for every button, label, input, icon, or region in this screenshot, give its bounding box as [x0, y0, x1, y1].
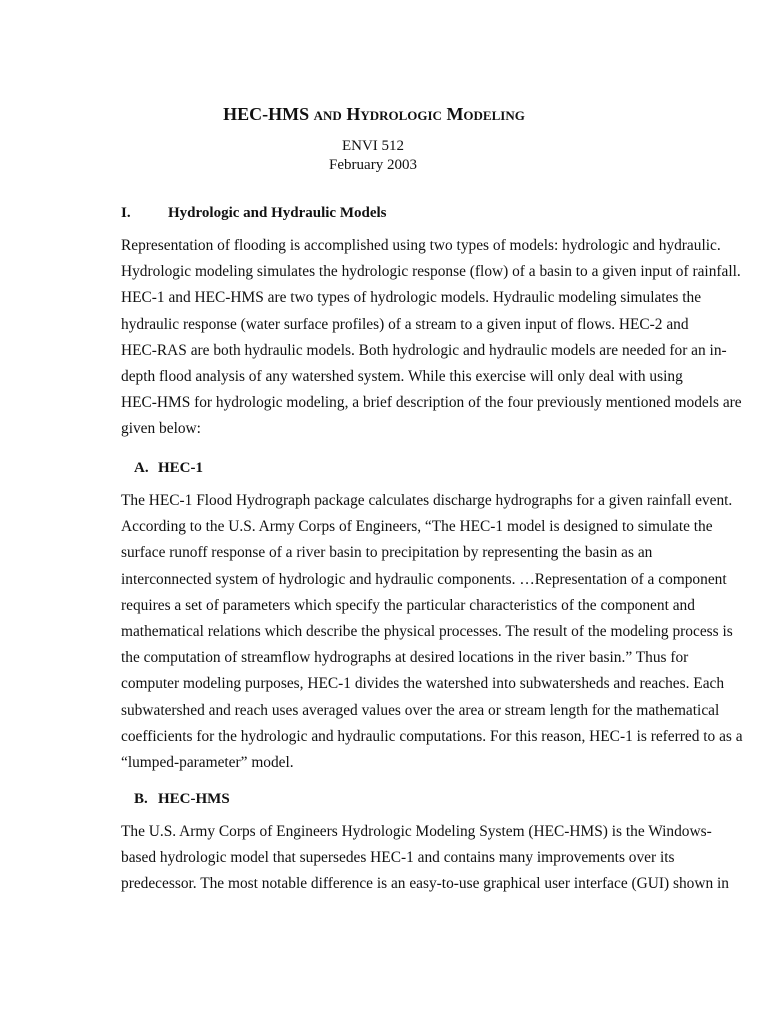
section-number: I. [121, 205, 131, 221]
text-line: HEC-HMS for hydrologic modeling, a brief description of the four previously mentioned models are [121, 394, 742, 412]
document-date: February 2003 [329, 157, 417, 173]
text-line: Representation of flooding is accomplished using two types of models: hydrologic and hydraulic. [121, 237, 721, 254]
text-line: subwatershed and reach uses averaged values over the area or stream length for the mathematical [121, 701, 720, 719]
text-line: Hydrologic modeling simulates the hydrologic response (flow) of a basin to a given input of rainfall. [121, 263, 741, 281]
section-heading-text: Hydrologic and Hydraulic Models [168, 205, 387, 221]
text-line: hydraulic response (water surface profiles) of a stream to a given input of flows. HEC-2 and [121, 315, 689, 333]
text-line: According to the U.S. Army Corps of Engineers, “The HEC-1 model is designed to simulate the [121, 518, 713, 536]
text-line: interconnected system of hydrologic and hydraulic components. …Representation of a component [121, 570, 727, 588]
text-line: depth flood analysis of any watershed system. While this exercise will only deal with using [121, 368, 683, 385]
text-line: The HEC-1 Flood Hydrograph package calculates discharge hydrographs for a given rainfall event. [121, 492, 733, 509]
section-heading-a [134, 460, 203, 477]
text-line: given below: [121, 420, 201, 438]
text-line: predecessor. The most notable difference is an easy-to-use graphical user interface (GUI) shown in [121, 875, 729, 893]
text-line: HEC-1 and HEC-HMS are two types of hydrologic models. Hydraulic modeling simulates the [121, 289, 702, 307]
section-heading-text: HEC-HMS [158, 791, 230, 807]
course-code: ENVI 512 [341, 138, 405, 154]
text-line: coefficients for the hydrologic and hydraulic computations. For this reason, HEC-1 is referred to as a [121, 727, 743, 745]
text-line: requires a set of parameters which specify the particular characteristics of the component and [121, 596, 695, 614]
section-heading-text: HEC-1 [158, 460, 203, 476]
section-heading-i [121, 205, 387, 222]
text-line: computer modeling purposes, HEC-1 divides the watershed into subwatersheds and reaches. Each [121, 675, 725, 693]
section-number: B. [134, 791, 148, 807]
section-heading-b [134, 791, 230, 808]
text-line: mathematical relations which describe the physical processes. The result of the modeling process is [121, 623, 733, 640]
text-line: based hydrologic model that supersedes HEC-1 and contains many improvements over its [121, 849, 675, 867]
text-line: The U.S. Army Corps of Engineers Hydrologic Modeling System (HEC-HMS) is the Windows- [121, 823, 712, 840]
document-title: HEC-HMS and Hydrologic Modeling [223, 104, 525, 124]
text-line: “lumped-parameter” model. [121, 754, 294, 771]
section-number: A. [134, 460, 149, 476]
text-line: surface runoff response of a river basin to precipitation by representing the basin as an [121, 544, 653, 562]
text-line: the computation of streamflow hydrographs at desired locations in the river basin.” Thus for [121, 649, 689, 667]
text-line: HEC-RAS are both hydraulic models. Both hydrologic and hydraulic models are needed for an in- [121, 341, 727, 359]
